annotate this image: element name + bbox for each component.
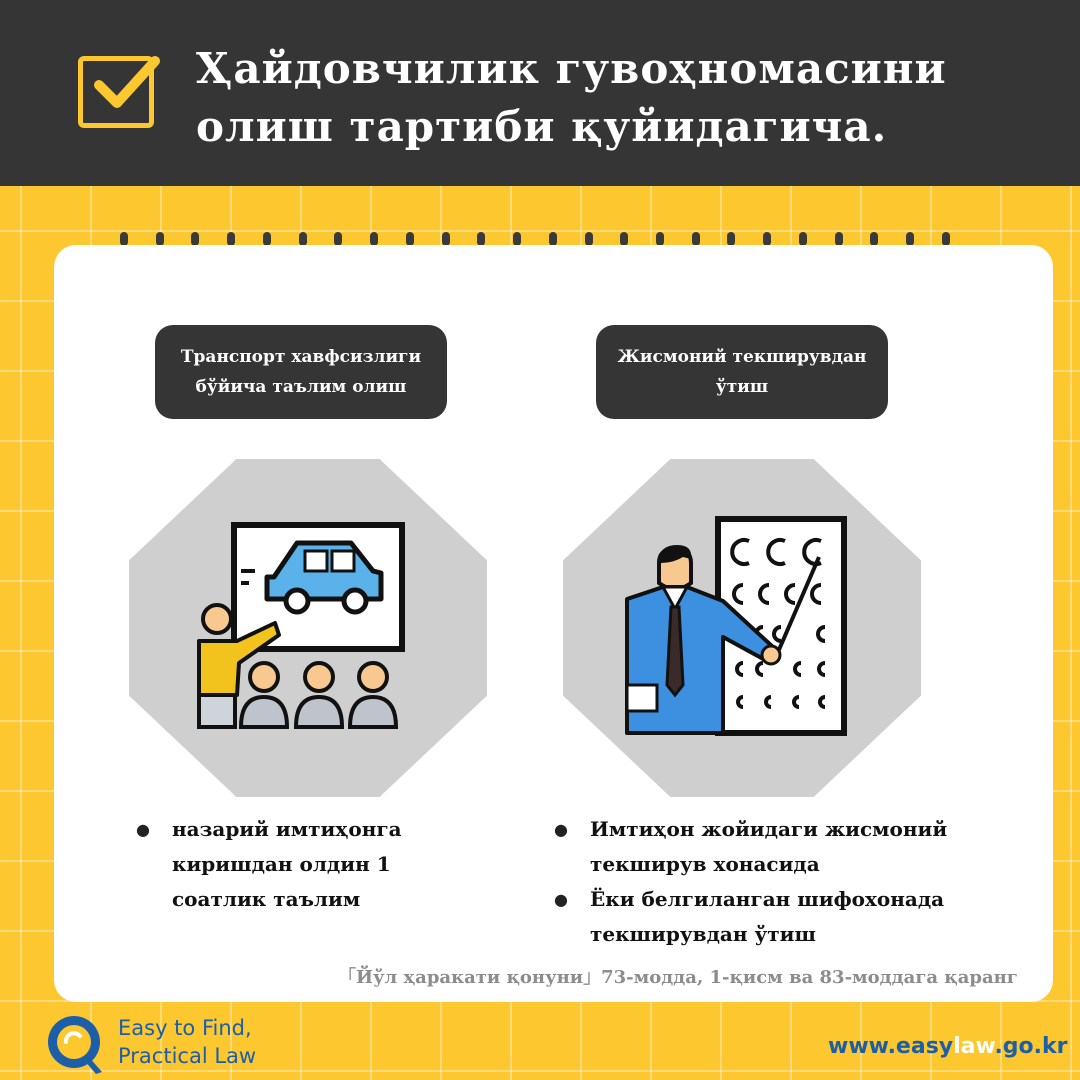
step-bullets-training xyxy=(136,812,486,917)
step-label-training xyxy=(155,325,447,419)
list-item: ● Имтиҳон жойидаги жисмоний текширув хонасида xyxy=(554,812,954,882)
url-highlight: law xyxy=(953,1034,995,1059)
url-suffix: .go.kr xyxy=(994,1034,1068,1059)
brand-logo[interactable] xyxy=(44,1012,304,1076)
header-bar xyxy=(0,0,1080,186)
logo-line-2: Practical Law xyxy=(118,1044,257,1068)
step-label-line: ўтиш xyxy=(715,377,769,397)
step-bullets-medical xyxy=(554,812,954,952)
step-image-training xyxy=(129,459,487,797)
url-prefix: www.easy xyxy=(828,1034,954,1059)
eye-chart-doctor-icon xyxy=(563,459,921,797)
website-link[interactable] xyxy=(828,1034,1068,1059)
list-item: ● назарий имтиҳонга киришдан олдин 1 соатлик таълим xyxy=(136,812,486,917)
step-label-line: бўйича таълим олиш xyxy=(195,377,407,397)
law-reference-note: 「Йўл ҳаракати қонуни」73-модда, 1-қисм ва 83-моддага қаранг xyxy=(338,967,1018,988)
step-image-medical xyxy=(563,459,921,797)
step-label-line: Жисмоний текширувдан xyxy=(617,347,867,367)
search-magnifier-icon xyxy=(44,1012,110,1076)
logo-line-1: Easy to Find, xyxy=(118,1016,252,1040)
page-title xyxy=(196,40,1056,156)
notebook-rings xyxy=(120,232,950,246)
step-label-line: Транспорт хавфсизлиги xyxy=(180,347,422,367)
step-label-medical xyxy=(596,325,888,419)
title-line-1: Ҳайдовчилик гувоҳномасини xyxy=(196,44,947,93)
classroom-car-training-icon xyxy=(129,459,487,797)
checkbox-icon xyxy=(78,56,154,128)
title-line-2: олиш тартиби қуйидагича. xyxy=(196,102,888,151)
list-item: ● Ёки белгиланган шифохонада текширувдан ўтиш xyxy=(554,882,954,952)
